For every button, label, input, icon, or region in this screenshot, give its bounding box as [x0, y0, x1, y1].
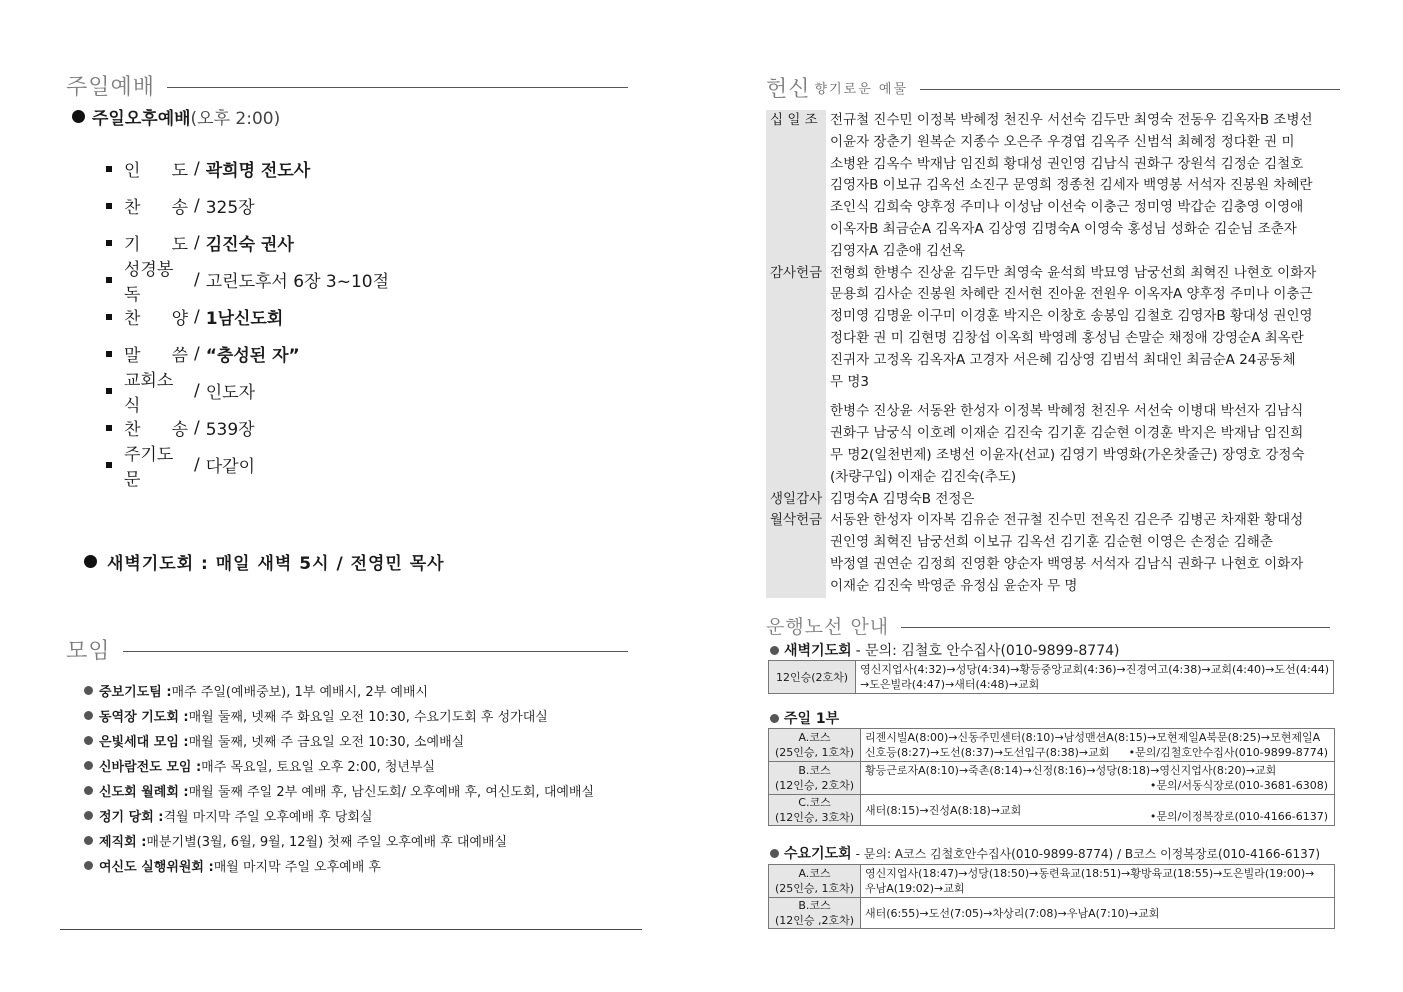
meeting-item	[84, 778, 594, 803]
route-row	[769, 865, 1335, 898]
route-path	[861, 898, 1335, 929]
dawn-prayer-text: 새벽기도회 : 매일 새벽 5시 / 전영민 목사	[107, 554, 445, 574]
bullet-icon	[106, 166, 112, 172]
name-line: 정미영 김명윤 이구미 이경훈 박지은 이창호 송봉임 김철호 김영자B 황대성 권인영	[830, 308, 1313, 325]
bullet-icon	[72, 110, 85, 123]
route-path	[861, 729, 1335, 762]
meeting-name: 동역장 기도회 :	[99, 710, 189, 725]
route-wednesday-heading	[770, 843, 1320, 863]
name-line: 이재순 김진숙 박영준 유정심 윤순자 무 명	[830, 577, 1078, 594]
order-item	[106, 187, 389, 224]
route-stop-line: 영신지업사(4:32)→성당(4:34)→황등중앙교회(4:36)→진경여고(4:38)→교회(4:40)→도선(4:44)	[860, 663, 1329, 676]
order-value: 곽희명 전도사	[205, 161, 311, 181]
service-time: (오후 2:00)	[190, 109, 281, 129]
route-stop-line: 리젠시빌A(8:00)→신동주민센터(8:10)→남성맨션A(8:15)→모현제일A북문(8:25)→모현제일A	[865, 731, 1321, 744]
bullet-icon	[84, 861, 93, 870]
bullet-icon	[770, 646, 779, 655]
divider	[901, 627, 1330, 628]
name-line: 정다환 권 미 김현명 김창섭 이옥희 박영례 홍성님 손말순 채정애 강영순A 최옥란	[830, 329, 1304, 346]
order-value: 1남신도회	[205, 309, 284, 329]
route-label-line: (25인승, 1호차)	[774, 882, 855, 895]
order-label: 찬 송	[124, 420, 188, 440]
meeting-name: 제직회 :	[99, 835, 147, 850]
service-name: 주일오후예배	[92, 109, 191, 129]
bottom-divider	[60, 929, 642, 930]
route-contact: •문의/서동식장로(010-3681-6308)	[1149, 779, 1328, 792]
section-title: 헌신	[766, 77, 811, 102]
route-label-line: A.코스	[798, 731, 831, 744]
route-dawn-heading	[770, 640, 1119, 660]
meeting-name: 신바람전도 모임 :	[99, 760, 202, 775]
meeting-item	[84, 703, 594, 728]
meeting-name: 중보기도팀 :	[99, 685, 172, 700]
meeting-item	[84, 803, 594, 828]
meetings-header	[66, 634, 628, 665]
worship-order-list	[106, 150, 390, 490]
bullet-icon	[106, 425, 112, 431]
bullet-icon	[770, 714, 779, 723]
route-path	[861, 865, 1335, 898]
offering-row	[766, 510, 1342, 597]
meeting-desc: 매월 둘째, 넷째 주 금요일 오전 10:30, 소예배실	[188, 735, 465, 750]
divider	[920, 89, 1340, 90]
name-line: 권화구 남궁식 이호례 이재순 김진숙 김기훈 김순현 이경훈 박지은 박재남 임진희	[830, 425, 1304, 442]
order-item	[106, 298, 389, 335]
order-label: 찬 송	[124, 198, 188, 218]
meeting-desc: 매월 둘째 주일 2부 예배 후, 남신도회/ 오후예배 후, 여신도회, 대예배실	[188, 785, 595, 800]
bullet-icon	[84, 811, 93, 820]
spacer-cell	[826, 393, 1342, 401]
route-name: 새벽기도회	[784, 643, 852, 659]
name-line: 서동완 한성자 이자복 김유순 전규철 진수민 전옥진 김은주 김병곤 차재환 황대성	[830, 512, 1304, 529]
order-value: “충성된 자”	[205, 346, 300, 366]
routes-header	[766, 612, 1330, 639]
name-line: 한병수 진상윤 서동완 한성자 이정복 박혜정 천진우 서선숙 이병대 박선자 김남식	[830, 403, 1304, 420]
name-line: 권인영 최혁진 남궁선희 이보규 김옥선 김기훈 김순현 이영은 손정순 김해춘	[830, 534, 1273, 551]
order-label: 주기도문	[124, 444, 174, 490]
order-label: 찬 양	[124, 309, 188, 329]
name-line: (차량구입) 이재순 김진숙(추도)	[830, 468, 1017, 485]
bullet-icon	[106, 351, 112, 357]
offering-category: 생일감사	[766, 489, 826, 511]
spacer-row	[766, 393, 1342, 401]
category-cell	[766, 393, 826, 401]
route-path	[856, 661, 1334, 694]
route-label-line: C.코스	[798, 796, 831, 809]
route-label-line: (12인승 ,2호차)	[774, 914, 855, 927]
name-line: 조인식 김희숙 양후정 주미나 이성남 이선숙 이충근 정미영 박갑순 김충영 이영애	[830, 199, 1304, 216]
afternoon-service-heading	[72, 104, 280, 129]
offerings-header	[766, 72, 1340, 103]
name-line: 이윤자 장춘기 원복순 지종수 오은주 우경엽 김옥주 신범석 최혜정 정다환 권 미	[830, 133, 1295, 150]
route-path	[861, 795, 1335, 826]
route-stop-line: 신호등(8:27)→도선(8:37)→도선입구(8:38)→교회	[865, 746, 1110, 759]
route-wednesday-table	[768, 864, 1335, 929]
meeting-item	[84, 853, 594, 878]
divider	[123, 651, 628, 652]
route-row	[769, 795, 1335, 826]
order-item	[106, 370, 389, 416]
bullet-icon	[84, 711, 93, 720]
bullet-icon	[106, 314, 112, 320]
separator: /	[194, 380, 200, 401]
separator: /	[194, 158, 200, 179]
route-label	[769, 729, 861, 762]
bullet-icon	[84, 555, 97, 568]
route-label-line: B.코스	[798, 899, 831, 912]
order-value: 325장	[205, 198, 255, 218]
meeting-name: 신도회 월례회 :	[99, 785, 189, 800]
route-label-line: B.코스	[798, 764, 831, 777]
separator: /	[194, 306, 200, 327]
offering-names	[826, 510, 1342, 597]
route-stop-line: 새터(8:15)→진성A(8:18)→교회	[865, 803, 1022, 817]
bullet-icon	[106, 277, 112, 283]
name-line: 진귀자 고정옥 김옥자A 고경자 서은혜 김상영 김범석 최대인 최금순A 24공동체	[830, 351, 1296, 368]
meeting-item	[84, 753, 594, 778]
route-stop-line: 황등근로자A(8:10)→죽촌(8:14)→신정(8:16)→성당(8:18)→영신지업사(8:20)→교회	[865, 764, 1277, 777]
name-line: 김영자A 김춘애 김선옥	[830, 242, 966, 259]
bullet-icon	[84, 786, 93, 795]
route-label	[769, 898, 861, 929]
route-label	[769, 762, 861, 795]
meeting-desc: 매주 목요일, 토요일 오후 2:00, 청년부실	[201, 760, 436, 775]
meeting-desc: 매월 둘째, 넷째 주 화요일 오전 10:30, 수요기도회 후 성가대실	[188, 710, 548, 725]
section-title: 모임	[66, 639, 111, 664]
meetings-list	[84, 678, 594, 878]
offering-category	[766, 401, 826, 488]
route-label	[769, 795, 861, 826]
route-contact: •문의/이정복장로(010-4166-6137)	[1149, 810, 1328, 823]
section-title: 주일예배	[66, 75, 156, 100]
order-value: 김진숙 권사	[205, 235, 294, 255]
separator: /	[194, 454, 200, 475]
offerings-table	[766, 110, 1342, 598]
order-label: 성경봉독	[124, 259, 174, 305]
route-label-line: (12인승, 2호차)	[774, 779, 855, 792]
bullet-icon	[84, 836, 93, 845]
route-stop-line: 우남A(19:02)→교회	[865, 882, 965, 895]
route-name: 수요기도회	[784, 846, 852, 862]
dawn-prayer-info	[84, 549, 445, 574]
route-label	[769, 661, 856, 694]
sunday-service-header	[66, 70, 628, 101]
route-sunday1-table	[768, 728, 1335, 826]
offering-category: 감사헌금	[766, 263, 826, 394]
name-line: 김명숙A 김명숙B 전정은	[830, 490, 975, 507]
route-label	[769, 865, 861, 898]
offering-names	[826, 263, 1342, 394]
offering-row	[766, 263, 1342, 394]
order-label: 인 도	[124, 161, 188, 181]
route-label-line: 12인승(2호차)	[775, 670, 849, 684]
separator: /	[194, 269, 200, 290]
name-line: 김영자B 이보규 김옥선 소진구 문영희 정종천 김세자 백영봉 서석자 진봉원 차혜란	[830, 177, 1313, 194]
route-label-line: (25인승, 1호차)	[774, 746, 855, 759]
route-stop-line: 새터(6:55)→도선(7:05)→차상리(7:08)→우남A(7:10)→교회	[865, 906, 1160, 920]
offering-names	[826, 489, 1342, 511]
bullet-icon	[84, 686, 93, 695]
route-stop-line: 영신지업사(18:47)→성당(18:50)→동련육교(18:51)→황방육교(18:55)→도은빌라(19:00)→	[865, 867, 1315, 880]
route-name: 주일 1부	[784, 711, 840, 727]
meeting-desc: 격월 마지막 주일 오후예배 후 당회실	[163, 810, 373, 825]
order-item	[106, 259, 390, 305]
meeting-item	[84, 828, 594, 853]
order-label: 교회소식	[124, 370, 174, 416]
name-line: 박정열 권연순 김정희 진영환 양순자 백영봉 서석자 김남식 권화구 나현호 이화자	[830, 555, 1304, 572]
meeting-desc: 매주 주일(예배중보), 1부 예배시, 2부 예배시	[171, 685, 429, 700]
meeting-desc: 매분기별(3월, 6월, 9월, 12월) 첫째 주일 오후예배 후 대예배실	[146, 835, 508, 850]
order-value: 인도자	[205, 383, 256, 403]
order-label: 말 씀	[124, 346, 188, 366]
bullet-icon	[106, 240, 112, 246]
name-line: 전규철 진수민 이정복 박혜정 천진우 서선숙 김두만 최영숙 전동우 김옥자B 조병선	[830, 112, 1313, 128]
separator: /	[194, 232, 200, 253]
bullet-icon	[84, 736, 93, 745]
section-title: 운행노선 안내	[766, 616, 890, 638]
bullet-icon	[84, 761, 93, 770]
bullet-icon	[106, 462, 112, 468]
offering-names	[826, 401, 1342, 488]
order-value: 다같이	[205, 457, 256, 477]
route-row	[769, 898, 1335, 929]
meeting-item	[84, 728, 594, 753]
divider	[167, 87, 628, 88]
route-label-line: (12인승, 3호차)	[774, 811, 855, 824]
offering-category: 십 일 조	[766, 110, 826, 263]
route-contact: •문의/김철호안수집사(010-9899-8774)	[1128, 746, 1328, 759]
separator: /	[194, 417, 200, 438]
order-value: 고린도후서 6장 3~10절	[205, 272, 390, 292]
order-item	[106, 150, 389, 187]
offering-row	[766, 401, 1342, 488]
route-row	[769, 762, 1335, 795]
route-path	[861, 762, 1335, 795]
offering-row	[766, 489, 1342, 511]
meeting-item	[84, 678, 594, 703]
route-sunday1-heading	[770, 708, 839, 728]
separator: /	[194, 343, 200, 364]
route-row	[769, 729, 1335, 762]
offering-names	[826, 110, 1342, 263]
offering-category: 월삭헌금	[766, 510, 826, 597]
name-line: 무 명3	[830, 373, 869, 390]
bullet-icon	[770, 849, 779, 858]
route-stop-line: →도은빌라(4:47)→새터(4:48)→교회	[860, 678, 1040, 691]
order-item	[106, 444, 389, 490]
separator: /	[194, 195, 200, 216]
route-label-line: A.코스	[798, 867, 831, 880]
offering-row	[766, 110, 1342, 263]
route-contact: - 문의: 김철호 안수집사(010-9899-8774)	[855, 643, 1120, 659]
name-line: 전형희 한병수 진상윤 김두만 최영숙 윤석희 박묘영 남궁선희 최혁진 나현호 이화자	[830, 264, 1317, 281]
name-line: 이옥자B 최금순A 김옥자A 김상영 김명숙A 이영숙 홍성님 성화순 김순님 조춘자	[830, 220, 1297, 237]
bullet-icon	[106, 388, 112, 394]
name-line: 소병완 김옥수 박재남 임진희 황대성 권인영 김남식 권화구 장원석 김정순 김철호	[830, 155, 1304, 172]
name-line: 무 명2(일천번제) 조병선 이윤자(선교) 김영기 박영화(가온찻줄근) 장영호 강정숙	[830, 446, 1305, 463]
route-contact: - 문의: A코스 김철호안수집사(010-9899-8774) / B코스 이정복장로(010-4166-6137)	[855, 846, 1321, 861]
meeting-name: 여신도 실행위원회 :	[99, 860, 214, 875]
order-value: 539장	[205, 420, 255, 440]
section-subtitle: 향기로운 예물	[814, 82, 908, 97]
route-dawn-table	[768, 660, 1334, 694]
bullet-icon	[106, 203, 112, 209]
order-label: 기 도	[124, 235, 188, 255]
meeting-name: 정기 당회 :	[99, 810, 164, 825]
name-line: 문용희 김사순 진봉원 차혜란 진서현 진아윤 전원우 이옥자A 양후정 주미나 이충근	[830, 286, 1313, 303]
route-row	[769, 661, 1334, 694]
meeting-desc: 매월 마지막 주일 오후예배 후	[213, 860, 381, 875]
meeting-name: 은빛세대 모임 :	[99, 735, 189, 750]
